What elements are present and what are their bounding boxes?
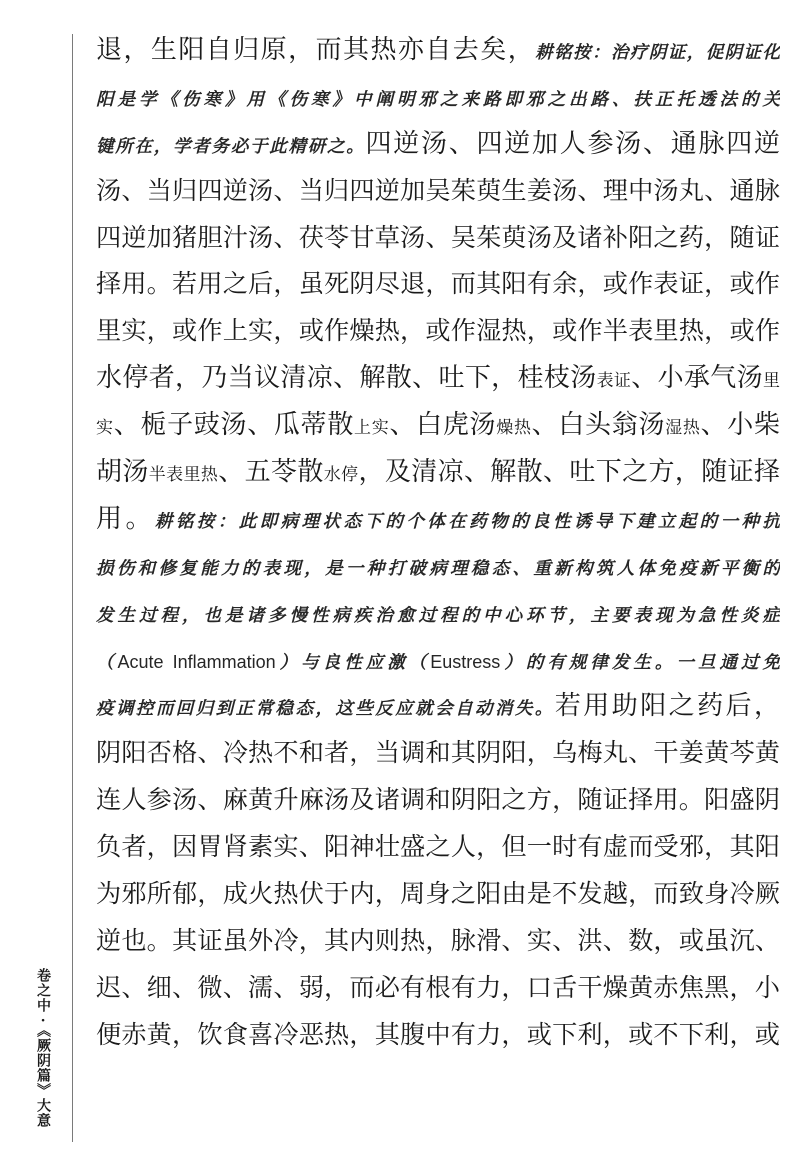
main-text: 、五苓散	[218, 457, 324, 488]
text-line	[96, 637, 780, 684]
text-line	[96, 824, 780, 871]
main-text: 、小柴	[700, 410, 780, 441]
text-line	[96, 449, 780, 496]
annotation-text: 阳是学《伤寒》用《伤寒》中阐明邪之来路即邪之出路、扶正托透法的关	[96, 89, 780, 110]
text-line	[96, 683, 780, 730]
main-text: 便赤黄，饮食喜冷恶热，其腹中有力，或下利，或不下利，或	[96, 1019, 780, 1049]
main-text: 、白虎汤	[389, 410, 497, 441]
inline-note: 表证	[596, 371, 632, 392]
main-text: 用。	[96, 503, 155, 534]
main-text: 退，生阳自归原，而其热亦自去矣，	[96, 35, 536, 65]
main-text: 、白头翁汤	[531, 410, 666, 441]
text-line	[96, 777, 780, 824]
main-text: 水停者，乃当议清凉、解散、吐下，桂枝汤	[96, 363, 597, 394]
annotation-text: 耕铭按：治疗阴证，促阴证化	[535, 43, 780, 63]
main-text: 择用。若用之后，虽死阴尽退，而其阳有余，或作表证，或作	[96, 269, 780, 299]
text-line	[96, 1012, 780, 1059]
inline-note: 燥热	[496, 418, 532, 439]
text-line	[96, 590, 780, 637]
annotation-text: （	[96, 652, 118, 673]
text-line	[96, 355, 780, 402]
inline-note: 上实	[354, 418, 390, 439]
body-text	[96, 27, 780, 1059]
running-head: 卷之中·《厥阴篇》大意	[35, 968, 51, 1128]
text-line	[96, 871, 780, 918]
text-line	[96, 402, 780, 449]
main-text: 四逆加猪胆汁汤、茯苓甘草汤、吴茱萸汤及诸补阳之药，随证	[96, 222, 780, 252]
text-line	[96, 168, 780, 215]
annotation-text: ）的有规律发生。一旦通过免	[500, 652, 780, 673]
main-text: 迟、细、微、濡、弱，而必有根有力，口舌干燥黄赤焦黑，小	[96, 972, 780, 1002]
annotation-text: 键所在，学者务必于此精研之。	[96, 136, 366, 157]
main-text: 、小承气汤	[631, 363, 763, 394]
main-text: 逆也。其证虽外冷，其内则热，脉滑、实、洪、数，或虽沉、	[96, 925, 780, 955]
text-line	[96, 730, 780, 777]
annotation-text: 疫调控而回归到正常稳态，这些反应就会自动消失。	[96, 699, 555, 720]
main-text: 负者，因胃肾素实、阳神壮盛之人，但一时有虚而受邪，其阳	[96, 832, 780, 862]
text-line	[96, 121, 780, 168]
inline-note: 湿热	[665, 418, 701, 439]
latin-term: Acute Inflammation	[117, 651, 276, 672]
text-line	[96, 215, 780, 262]
main-text: ，及清凉、解散、吐下之方，随证择	[358, 457, 780, 488]
annotation-text: ）与良性应激（	[275, 652, 431, 673]
inline-note: 实	[96, 418, 114, 439]
inline-note: 半表里热	[148, 465, 219, 486]
main-text: 阴阳否格、冷热不和者，当调和其阴阳，乌梅丸、干姜黄芩黄	[96, 738, 780, 768]
text-line	[96, 27, 780, 74]
main-text: 胡汤	[96, 457, 149, 488]
annotation-text: 发生过程，也是诸多慢性病疾治愈过程的中心环节，主要表现为急性炎症	[96, 605, 780, 626]
main-text: 若用助阳之药后，	[554, 691, 780, 722]
text-line	[96, 496, 780, 543]
main-text: 连人参汤、麻黄升麻汤及诸调和阴阳之方，随证择用。阳盛阴	[96, 785, 780, 815]
main-text: 四逆汤、四逆加人参汤、通脉四逆	[365, 128, 780, 159]
inline-note: 水停	[323, 465, 359, 486]
annotation-text: 耕铭按：此即病理状态下的个体在药物的良性诱导下建立起的一种抗	[154, 511, 780, 532]
main-text: 里实，或作上实，或作燥热，或作湿热，或作半表里热，或作	[96, 316, 780, 346]
text-line	[96, 308, 780, 355]
text-line	[96, 261, 780, 308]
text-line	[96, 74, 780, 121]
text-line	[96, 918, 780, 965]
main-text: 为邪所郁，成火热伏于内，周身之阳由是不发越，而致身冷厥	[96, 879, 780, 909]
inline-note: 里	[763, 371, 780, 392]
main-text: 、栀子豉汤、瓜蒂散	[113, 410, 355, 441]
annotation-text: 损伤和修复能力的表现，是一种打破病理稳态、重新构筑人体免疫新平衡的	[96, 558, 780, 579]
latin-term: Eustress	[430, 651, 501, 672]
main-text: 汤、当归四逆汤、当归四逆加吴茱萸生姜汤、理中汤丸、通脉	[96, 175, 780, 205]
margin-rule	[72, 34, 73, 1142]
text-line	[96, 543, 780, 590]
text-line	[96, 965, 780, 1012]
